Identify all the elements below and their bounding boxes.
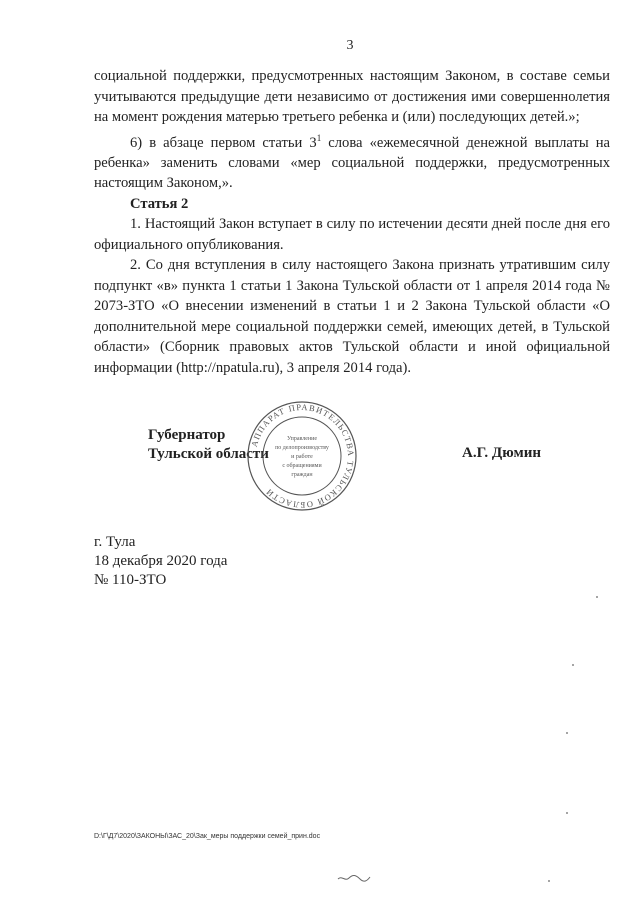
law-number: № 110-ЗТО xyxy=(94,572,167,588)
place: г. Тула xyxy=(94,534,136,550)
file-path: D:\Г\Д7\2020\ЗАКОНЫ\ЗАС_20\Зак_меры поддержки семей_прин.doc xyxy=(94,833,321,840)
signature-title-line2: Тульской области xyxy=(148,446,269,462)
official-stamp xyxy=(246,400,358,512)
stamp-inner-line: по делопроизводству xyxy=(275,445,329,451)
stamp-inner-line: и работе xyxy=(291,454,313,460)
stamp-inner-line: с обращениями xyxy=(282,463,322,469)
scan-speck xyxy=(572,664,574,666)
stamp-inner-line: граждан xyxy=(291,472,313,478)
stamp-outer-text: АППАРАТ ПРАВИТЕЛЬСТВА ТУЛЬСКОЙ ОБЛАСТИ xyxy=(248,401,357,511)
scribble-mark xyxy=(336,872,372,884)
date: 18 декабря 2020 года xyxy=(94,553,228,569)
stamp-inner-line: Управление xyxy=(286,436,318,442)
document-body xyxy=(94,66,610,378)
paragraph-continuation: социальной поддержки, предусмотренных настоящим Законом, в составе семьи учитываются предыдущие дети независимо от достижения ими совершеннолетия на момент рождения матерью третьего ребенка и (или) последующих детей.»; xyxy=(94,68,610,125)
scan-speck xyxy=(566,732,568,734)
article-2-heading: Статья 2 xyxy=(130,195,189,212)
signature-name: А.Г. Дюмин xyxy=(462,445,542,461)
place-date-block xyxy=(94,533,227,590)
paragraph-article-2-clause-1: 1. Настоящий Закон вступает в силу по истечении десяти дней после дня его официального опубликования. xyxy=(94,216,610,253)
paragraph-article-2-clause-2: 2. Со дня вступления в силу настоящего Закона признать утратившим силу подпункт «в» пункта 1 статьи 1 Закона Тульской области от 1 апреля 2014 года № 2073-ЗТО «О внесении изменений в статьи 1 и 2 Закона Тульской области «О дополнительной мере социальной поддержки семей, имеющих детей, в Тульской области» (Сборник правовых актов Тульской области и иной официальной информации (http://npatula.ru), 3 апреля 2014 года). xyxy=(94,257,610,376)
scan-speck xyxy=(548,880,550,882)
paragraph-item-6: 6) в абзаце первом статьи $3^1$ слова «ежемесячной денежной выплаты на ребенка» заменить словами «мер социальной поддержки, предусмотренных настоящим Законом,». xyxy=(94,132,610,192)
signature-title-line1: Губернатор xyxy=(148,427,226,443)
page-number: 3 xyxy=(346,38,354,53)
scan-speck xyxy=(566,812,568,814)
scan-speck xyxy=(596,596,598,598)
